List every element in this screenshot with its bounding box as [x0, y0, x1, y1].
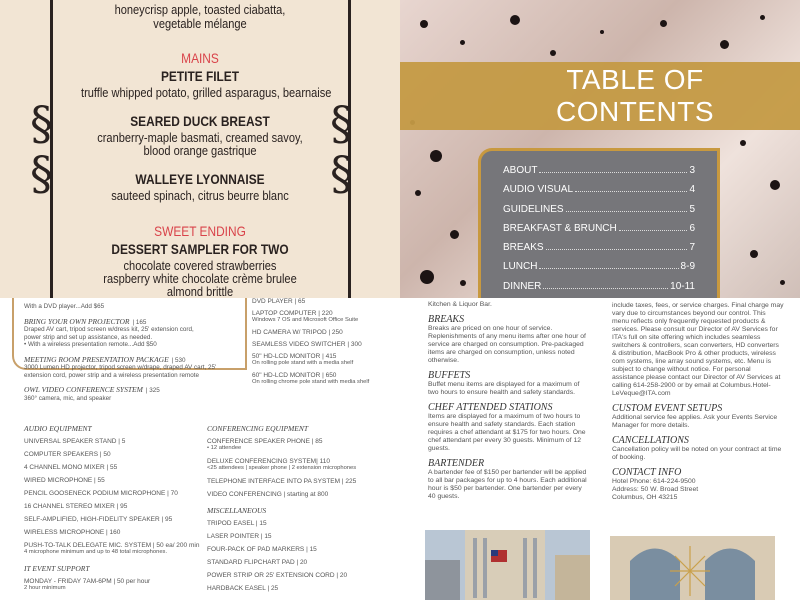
scroll-ornament-icon: §	[30, 146, 53, 200]
menu-item-name: PETITE FILET	[160, 68, 240, 84]
toc-entry[interactable]	[503, 184, 695, 203]
equipment-name: LAPTOP COMPUTER | 220	[252, 310, 333, 317]
equipment-note: 2 hour minimum	[24, 585, 66, 591]
menu-item-name: DESSERT SAMPLER FOR TWO	[111, 241, 289, 257]
equipment-name: HARDBACK EASEL | 25	[207, 585, 279, 592]
menu-section-title: MAINS	[181, 50, 219, 66]
equipment-note: Windows 7 OS and Microsoft Office Suite	[252, 317, 359, 323]
equipment-item	[207, 520, 397, 527]
equipment-name: WIRED MICROPHONE | 55	[24, 477, 105, 484]
hotel-building-photo	[425, 530, 590, 600]
ink-spot	[750, 250, 758, 258]
ink-spot	[510, 15, 520, 25]
package-title: MEETING ROOM PRESENTATION PACKAGE	[24, 354, 169, 364]
equipment-item	[207, 559, 397, 566]
ink-spot	[660, 20, 667, 27]
package-detail: 360° camera, mic, and speaker	[24, 394, 112, 402]
toc-entry[interactable]	[503, 242, 695, 261]
toc-entry-label: DINNER	[503, 280, 542, 292]
toc-entry-label: GUIDELINES	[503, 203, 564, 215]
equipment-item	[24, 516, 200, 523]
guideline-section	[428, 370, 588, 397]
toc-entry-page: 10-11	[670, 280, 695, 292]
av-package	[24, 356, 244, 380]
equipment-name: DELUXE CONFERENCING SYSTEM| 110	[207, 458, 330, 465]
package-title: OWL VIDEO CONFERENCE SYSTEM	[24, 385, 143, 394]
toc-leader-dots	[566, 211, 688, 212]
audio-equipment-list	[24, 425, 200, 598]
ink-spot	[600, 30, 604, 34]
equipment-item	[252, 310, 397, 324]
toc-leader-dots	[546, 249, 688, 250]
ink-spot	[780, 280, 785, 285]
ballroom-chandelier-photo	[610, 536, 775, 600]
menu-item-desc: blood orange gastrique	[143, 143, 257, 158]
ink-spot	[740, 140, 746, 146]
equipment-item	[24, 542, 200, 556]
equipment-item	[24, 438, 200, 445]
equipment-item	[24, 503, 200, 510]
conferencing-equipment-list	[207, 425, 397, 598]
toc-entry-label: AUDIO VISUAL	[503, 184, 574, 196]
ink-spot	[550, 50, 556, 56]
equipment-name: FOUR-PACK OF PAD MARKERS | 15	[207, 546, 317, 553]
equipment-name: WIRELESS MICROPHONE | 160	[24, 529, 121, 536]
package-detail: Draped AV cart, tripod screen w/dress kit, 25' extension cord,	[24, 326, 194, 333]
equipment-name: PUSH-TO-TALK DELEGATE MIC. SYSTEM | 50 ea/ 200 min	[24, 542, 200, 549]
toc-entry[interactable]	[503, 223, 695, 242]
equipment-name: SELF-AMPLIFIED, HIGH-FIDELITY SPEAKER | 95	[24, 516, 173, 523]
toc-entry-page: 5	[689, 203, 695, 215]
package-price: | 165	[132, 318, 147, 326]
guideline-text: include taxes, fees, or service charges. Final charge may vary due to circumstances beyond our control. This menu reflects only frequently requested products & services. Please consult our Director of AV Services for ITA's full on site offering which includes seamless switchers & controllers, scan converters, HD converters & distribution, MacBook Pro & other products, wireless com systems, line array sound systems, etc. Menu is subject to change without notice. For personal assistance please contact our Director of AV Services at calling 614-258-2900 or by email at Columbus.Hotel-LeVeque@ITA.com	[612, 302, 784, 397]
guideline-section	[428, 314, 588, 365]
contact-city: Columbus, OH 43215	[612, 494, 678, 501]
menu-item-name: WALLEYE LYONNAISE	[135, 171, 265, 187]
guideline-text: Items are displayed for a maximum of two hours to ensure health and safety standards. Each station requires a chef attendant at $175 for two hours. One chef attendant per every 30 guests. Minimum of 12 guests.	[428, 413, 586, 452]
guideline-heading: CHEF ATTENDED STATIONS	[428, 402, 553, 413]
contact-phone: Hotel Phone: 614-224-9500	[612, 478, 696, 485]
toc-title-line: TABLE OF	[566, 64, 704, 95]
package-title: BRING YOUR OWN PROJECTOR	[24, 316, 130, 326]
equipment-name: COMPUTER SPEAKERS | 50	[24, 451, 111, 458]
ink-spot	[415, 190, 421, 196]
video-equipment-list	[252, 298, 397, 391]
menu-item-desc: raspberry white chocolate crème brulee	[103, 271, 297, 286]
equipment-item	[24, 529, 200, 536]
equipment-item	[252, 341, 397, 348]
ink-spot	[420, 270, 434, 284]
equipment-item	[24, 477, 200, 484]
toc-title	[500, 64, 770, 128]
equipment-item	[24, 464, 200, 471]
contact-info	[612, 467, 784, 502]
equipment-name: SEAMLESS VIDEO SWITCHER | 300	[252, 341, 362, 348]
equipment-item	[252, 298, 397, 305]
guideline-heading: BREAKS	[428, 314, 465, 325]
package-detail: 3000 Lumen HD projector, tripod screen w/drape, draped AV cart, 25'	[24, 364, 217, 371]
toc-list	[478, 148, 720, 298]
toc-entry-label: BREAKS	[503, 242, 544, 254]
section-heading: MISCELLANEOUS	[207, 506, 267, 515]
ink-spot	[720, 40, 729, 49]
guideline-text: Cancellation policy will be noted on your contract at time of booking.	[612, 446, 782, 461]
equipment-item	[207, 572, 397, 579]
toc-leader-dots	[539, 268, 678, 269]
equipment-name: TRIPOD EASEL | 15	[207, 520, 267, 527]
toc-leader-dots	[539, 172, 687, 173]
equipment-item	[207, 546, 397, 553]
toc-entry-page: 4	[689, 184, 695, 196]
toc-title-line: CONTENTS	[556, 96, 714, 127]
toc-entry-page: 6	[689, 222, 695, 234]
ink-spot	[420, 20, 428, 28]
toc-leader-dots	[543, 288, 668, 289]
guideline-section	[428, 458, 588, 501]
menu-section-title: SWEET ENDING	[154, 223, 246, 239]
toc-entry-page: 7	[689, 242, 695, 254]
guideline-heading: CANCELLATIONS	[612, 435, 689, 446]
package-price: | 325	[145, 387, 160, 394]
toc-leader-dots	[619, 230, 688, 231]
equipment-name: 60" HD-LCD MONITOR | 650	[252, 372, 337, 379]
menu-item-desc: sauteed spinach, citrus beurre blanc	[111, 188, 289, 203]
guideline-text: Kitchen & Liquor Bar.	[428, 301, 492, 308]
ink-spot	[450, 230, 459, 239]
equipment-item	[207, 478, 397, 485]
section-heading: AUDIO EQUIPMENT	[24, 424, 92, 433]
menu-item-name: SEARED DUCK BREAST	[130, 113, 270, 129]
menu-item-desc: almond brittle	[166, 284, 234, 298]
equipment-name: 16 CHANNEL STEREO MIXER | 95	[24, 503, 128, 510]
scroll-ornament-icon: §	[330, 146, 353, 200]
table-of-contents-page	[400, 0, 800, 298]
equipment-note: <25 attendees | speaker phone | 2 extension microphones	[207, 465, 357, 471]
equipment-note: • 12 attendee	[207, 445, 242, 451]
menu-item-desc: truffle whipped potato, grilled asparagus, bearnaise	[81, 85, 332, 100]
equipment-item	[24, 451, 200, 458]
toc-entry-label: BREAKFAST & BRUNCH	[503, 222, 617, 234]
audio-visual-page	[0, 298, 400, 600]
ink-spot	[460, 280, 466, 286]
contact-title: CONTACT INFO	[612, 467, 682, 478]
equipment-item	[207, 458, 397, 472]
section-heading: IT EVENT SUPPORT	[24, 564, 90, 573]
toc-leader-dots	[575, 191, 687, 192]
toc-entry[interactable]	[503, 261, 695, 280]
equipment-name: PENCIL GOOSENECK PODIUM MICROPHONE | 70	[24, 490, 178, 497]
guidelines-left-column	[428, 301, 588, 506]
guideline-text: A bartender fee of $150 per bartender will be applied to all bar packages for up to 4 hours. Each additional hour is $50 per bartender. One bartender per every 40 guests.	[428, 469, 587, 500]
guideline-heading: BUFFETS	[428, 370, 471, 381]
equipment-item	[24, 490, 200, 497]
scroll-ornament-icon: §	[330, 96, 353, 150]
menu-item-desc: vegetable mélange	[153, 16, 247, 31]
toc-entry[interactable]	[503, 281, 695, 298]
equipment-item	[252, 372, 397, 386]
guideline-section	[428, 402, 588, 453]
equipment-item	[207, 585, 397, 592]
av-package	[24, 318, 244, 349]
toc-entry[interactable]	[503, 204, 695, 223]
equipment-name: STANDARD FLIPCHART PAD | 20	[207, 559, 308, 566]
equipment-name: HD CAMERA W/ TRIPOD | 250	[252, 329, 343, 336]
av-package	[24, 386, 244, 402]
equipment-item	[24, 578, 200, 592]
dinner-menu-page	[0, 0, 400, 298]
guideline-heading: BARTENDER	[428, 458, 485, 469]
dvd-addon: With a DVD player...Add $65	[24, 303, 105, 310]
menu-item-desc: honeycrisp apple, toasted ciabatta,	[114, 2, 286, 17]
equipment-name: VIDEO CONFERENCING | starting at 800	[207, 491, 329, 498]
menu-item-desc: chocolate covered strawberries	[123, 258, 277, 273]
guideline-section	[612, 403, 784, 430]
equipment-note: On rolling chrome pole stand with media shelf	[252, 379, 370, 385]
scroll-ornament-icon: §	[30, 96, 53, 150]
toc-entry[interactable]	[503, 165, 695, 184]
av-packages	[24, 303, 244, 409]
toc-entry-page: 8-9	[680, 261, 695, 273]
toc-entry-page: 3	[689, 165, 695, 176]
package-detail: extension cord, power strip and a wireless presentation remote	[24, 371, 200, 379]
equipment-item	[252, 353, 397, 367]
package-detail: power strip and set up assistance, as needed.	[24, 333, 153, 341]
equipment-item	[207, 438, 397, 452]
toc-entry-label: ABOUT	[503, 165, 538, 176]
equipment-item	[207, 491, 397, 498]
guideline-section	[612, 435, 784, 462]
guidelines-right-column	[612, 302, 784, 502]
package-price: | 530	[171, 356, 186, 364]
equipment-item	[207, 533, 397, 540]
guideline-text: Breaks are priced on one hour of service. Replenishments of any menu items after one hour of service are charged on consumption. Pre-packaged items are charged on consumption, unless noted otherwise.	[428, 325, 586, 364]
equipment-name: DVD PLAYER | 65	[252, 298, 306, 305]
toc-entry-label: LUNCH	[503, 261, 538, 273]
section-heading: CONFERENCING EQUIPMENT	[207, 424, 309, 433]
guideline-text: Buffet menu items are displayed for a maximum of two hours to ensure health and safety standards.	[428, 381, 580, 396]
equipment-name: UNIVERSAL SPEAKER STAND | 5	[24, 438, 126, 445]
equipment-note: On rolling pole stand with a media shelf	[252, 360, 354, 366]
equipment-name: 50" HD-LCD MONITOR | 415	[252, 353, 337, 360]
equipment-name: CONFERENCE SPEAKER PHONE | 85	[207, 438, 323, 445]
package-detail: • With a wireless presentation remote...Add $50	[24, 341, 157, 348]
menu-item-desc: cranberry-maple basmati, creamed savoy,	[97, 130, 303, 145]
guidelines-page	[400, 298, 800, 600]
equipment-item	[252, 329, 397, 336]
ink-spot	[760, 15, 765, 20]
guideline-heading: CUSTOM EVENT SETUPS	[612, 403, 723, 414]
ink-spot	[460, 40, 465, 45]
equipment-name: MONDAY - FRIDAY 7AM-6PM | 50 per hour	[24, 578, 151, 585]
equipment-note: 4 microphone minimum and up to 48 total microphones.	[24, 549, 168, 555]
contact-address: Address: 50 W. Broad Street	[612, 486, 699, 493]
equipment-name: TELEPHONE INTERFACE INTO PA SYSTEM | 225	[207, 478, 357, 485]
ink-spot	[430, 150, 442, 162]
ink-spot	[770, 180, 780, 190]
equipment-name: POWER STRIP OR 25' EXTENSION CORD | 20	[207, 572, 348, 579]
equipment-name: LASER POINTER | 15	[207, 533, 272, 540]
guideline-text: Additional service fee applies. Ask your Events Service Manager for more details.	[612, 414, 778, 429]
equipment-name: 4 CHANNEL MONO MIXER | 55	[24, 464, 118, 471]
